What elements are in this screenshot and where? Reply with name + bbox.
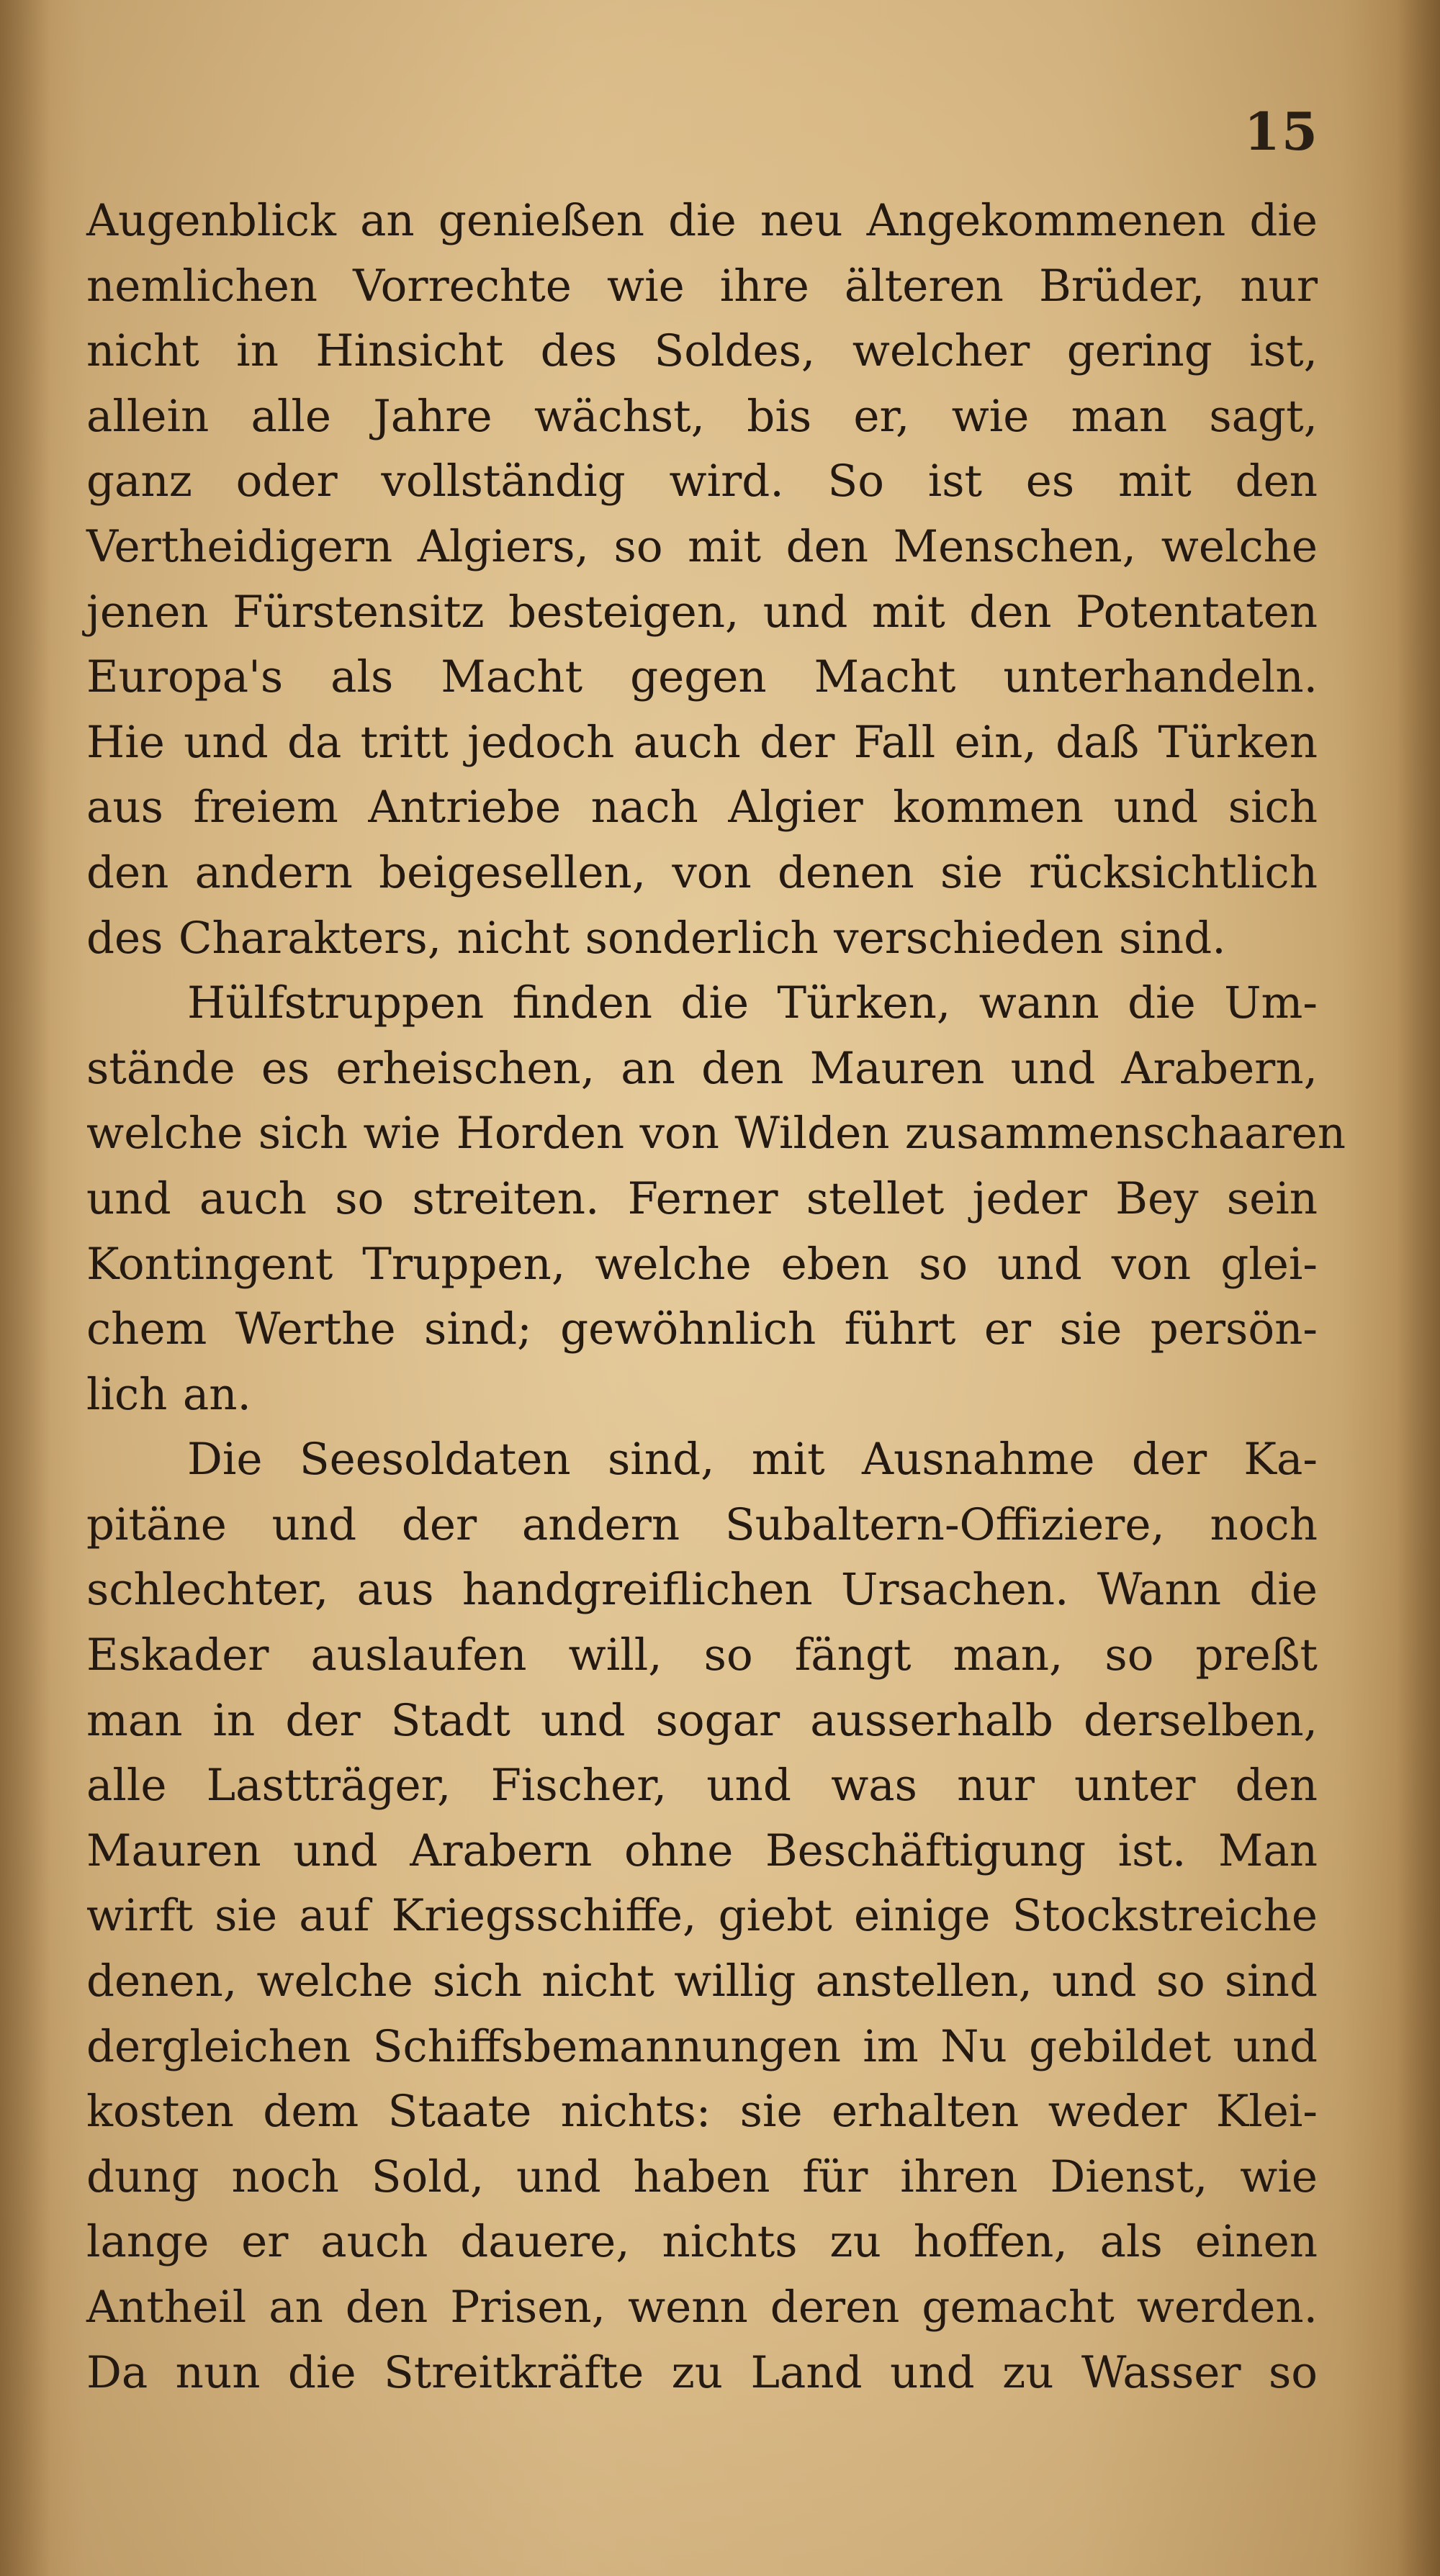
- text-line: man in der Stadt und sogar ausserhalb derselben,: [86, 1694, 1318, 1746]
- text-line: Mauren und Arabern ohne Beschäftigung ist. Man: [86, 1825, 1318, 1876]
- text-line: den andern beigesellen, von denen sie rücksichtlich: [86, 846, 1318, 898]
- text-line: stände es erheischen, an den Mauren und Arabern,: [86, 1042, 1318, 1094]
- text-line: welche sich wie Horden von Wilden zusammenschaaren: [86, 1108, 1346, 1160]
- text-line: Hie und da tritt jedoch auch der Fall ein, daß Türken: [86, 716, 1318, 768]
- text-line: alle Lastträger, Fischer, und was nur unter den: [86, 1760, 1318, 1812]
- text-line: nicht in Hinsicht des Soldes, welcher gering ist,: [86, 325, 1318, 377]
- page-spine-shadow: [0, 0, 50, 2576]
- text-line: lange er auch dauere, nichts zu hoffen, als einen: [86, 2216, 1318, 2268]
- text-line: und auch so streiten. Ferner stellet jeder Bey sein: [86, 1172, 1318, 1224]
- text-line: Antheil an den Prisen, wenn deren gemacht werden.: [86, 2282, 1318, 2333]
- text-line: chem Werthe sind; gewöhnlich führt er sie persön-: [86, 1303, 1318, 1355]
- text-line: kosten dem Staate nichts: sie erhalten weder Klei-: [86, 2086, 1318, 2138]
- text-line: lich an.: [86, 1368, 251, 1420]
- text-line: des Charakters, nicht sonderlich verschieden sind.: [86, 912, 1226, 964]
- page-number: 15: [1243, 101, 1319, 162]
- text-line: wirft sie auf Kriegsschiffe, giebt einige Stockstreiche: [86, 1890, 1318, 1942]
- text-line: denen, welche sich nicht willig anstellen, und so sind: [86, 1956, 1318, 2007]
- text-line: Die Seesoldaten sind, mit Ausnahme der Ka-: [187, 1434, 1318, 1486]
- text-line: dergleichen Schiffsbemannungen im Nu gebildet und: [86, 2020, 1318, 2072]
- text-line: Da nun die Streitkräfte zu Land und zu Wasser so: [86, 2346, 1318, 2398]
- page-edge-shadow: [1397, 0, 1440, 2576]
- text-line: aus freiem Antriebe nach Algier kommen und sich: [86, 782, 1318, 833]
- text-line: ganz oder vollständig wird. So ist es mit den: [86, 456, 1318, 507]
- text-line: Hülfstruppen finden die Türken, wann die Um-: [187, 977, 1318, 1029]
- text-line: Europa's als Macht gegen Macht unterhandeln.: [86, 651, 1318, 703]
- text-line: jenen Fürstensitz besteigen, und mit den Potentaten: [86, 586, 1318, 638]
- text-line: schlechter, aus handgreiflichen Ursachen. Wann die: [86, 1564, 1318, 1616]
- text-line: Eskader auslaufen will, so fängt man, so preßt: [86, 1630, 1318, 1681]
- text-line: allein alle Jahre wächst, bis er, wie man sagt,: [86, 390, 1318, 442]
- body-text: [86, 189, 1346, 2405]
- text-line: pitäne und der andern Subaltern-Offiziere, noch: [86, 1499, 1318, 1550]
- text-line: Augenblick an genießen die neu Angekommenen die: [86, 195, 1318, 246]
- text-line: Kontingent Truppen, welche eben so und von glei-: [86, 1238, 1318, 1290]
- text-line: nemlichen Vorrechte wie ihre älteren Brüder, nur: [86, 260, 1318, 312]
- text-line: Vertheidigern Algiers, so mit den Menschen, welche: [86, 520, 1318, 572]
- text-line: dung noch Sold, und haben für ihren Dienst, wie: [86, 2151, 1318, 2202]
